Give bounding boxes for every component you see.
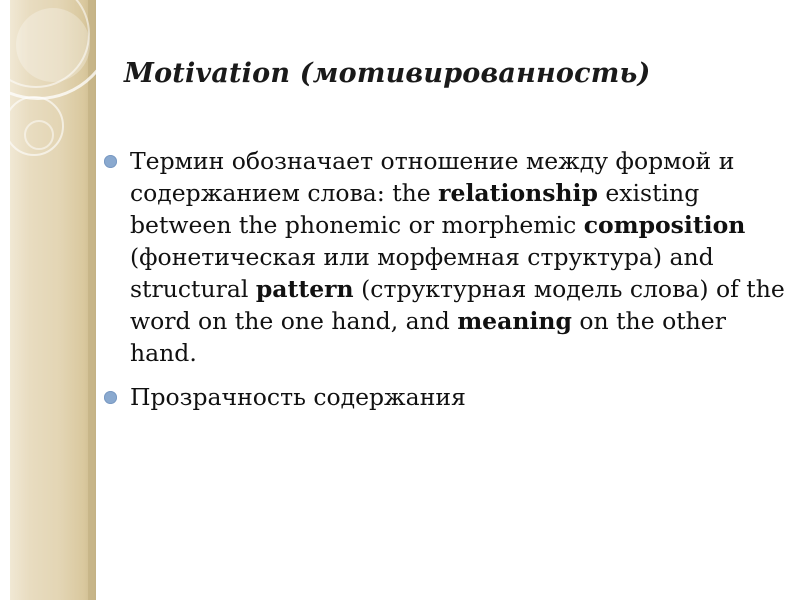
slide-title: Motivation (мотивированность) xyxy=(124,58,651,89)
circle-decoration-tiny-icon xyxy=(24,120,54,150)
text-run: on the other hand. xyxy=(130,306,726,367)
text-run: Термин обозначает отношение между формой и содержанием слова: the xyxy=(130,147,735,207)
text-run: (фонетическая или морфемная структура) and structural xyxy=(130,242,714,303)
list-item xyxy=(104,382,794,414)
emphasis-term: meaning xyxy=(457,306,572,335)
bullet-dot-icon xyxy=(104,155,117,168)
emphasis-term: relationship xyxy=(438,178,598,207)
decorative-left-band xyxy=(0,0,96,600)
text-run: existing between the phonemic or morphemic xyxy=(130,178,700,239)
emphasis-term: composition xyxy=(583,210,746,239)
text-run: (структурная модель слова) of the word on the one hand, and xyxy=(130,274,785,335)
bullet-text-2 xyxy=(130,382,794,414)
text-run: Прозрачность содержания xyxy=(130,382,466,411)
band-stripe-dark xyxy=(88,0,96,600)
slide-body xyxy=(104,146,794,426)
bullet-marker xyxy=(104,382,130,409)
bullet-text-1 xyxy=(130,146,794,370)
emphasis-term: pattern xyxy=(255,274,354,303)
bullet-marker xyxy=(104,146,130,173)
list-item xyxy=(104,146,794,370)
bullet-dot-icon xyxy=(104,391,117,404)
